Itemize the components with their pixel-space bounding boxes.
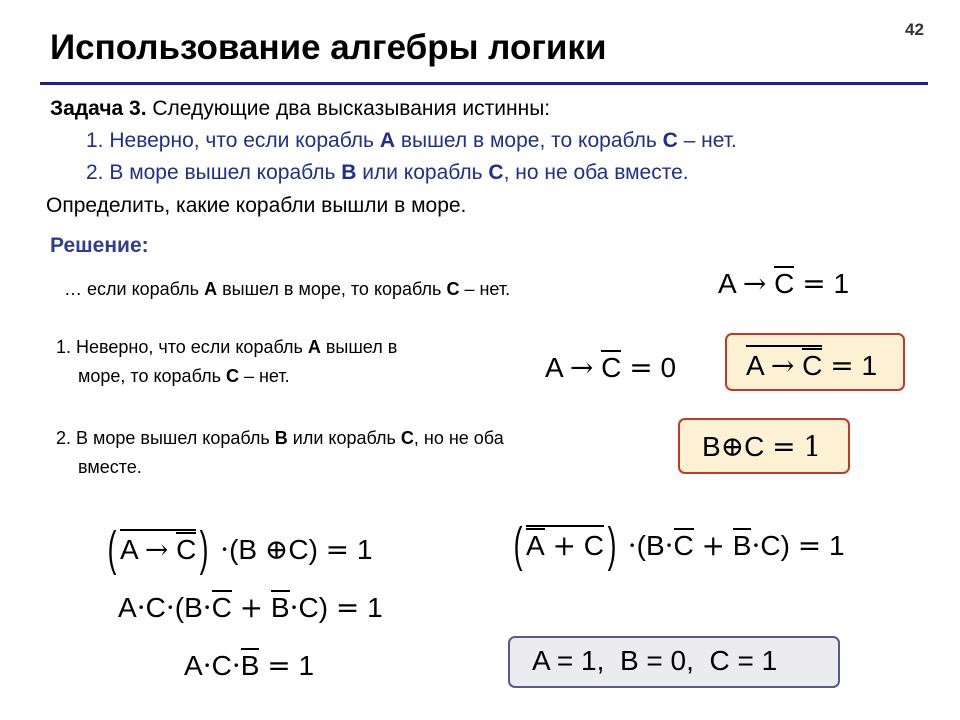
formula-implication-false: A → C = 0: [545, 351, 677, 384]
solution-step-2-line-2: вместе.: [78, 457, 142, 477]
solution-step-2-line-1: 2. В море вышел корабль B или корабль C, но не оба: [56, 428, 504, 448]
task-intro-text: Следующие два высказывания истинны:: [146, 97, 551, 120]
task-intro: [50, 97, 550, 121]
solution-step-1-line-1: 1. Неверно, что если корабль А вышел в: [56, 337, 398, 357]
answer-values: A = 1, B = 0, C = 1: [532, 645, 778, 676]
task-statement-2: 2. В море вышел корабль B или корабль C, но не оба вместе.: [86, 161, 689, 184]
solution-step-1-line-2: море, то корабль C – нет.: [78, 366, 290, 386]
title-divider: [40, 82, 928, 85]
formula-negated-implication: A → C = 1: [746, 345, 877, 382]
formula-simplified: A·C·B = 1: [184, 649, 315, 682]
solution-step-0: … если корабль А вышел в море, то корабль C – нет.: [64, 279, 511, 299]
formula-xor: B⊕C = 1: [702, 430, 822, 463]
page-number: 42: [905, 20, 924, 39]
task-question: Определить, какие корабли вышли в море.: [46, 194, 467, 217]
task-statement-1: 1. Неверно, что если корабль A вышел в море, то корабль C – нет.: [86, 129, 737, 152]
solution-heading: Решение:: [50, 234, 149, 257]
formula-combined-right: ( A + C) ·(B·C + B·C) = 1: [513, 519, 845, 572]
task-label: Задача 3.: [50, 97, 147, 120]
slide-title: Использование алгебры логики: [50, 28, 607, 67]
formula-expanded: A·C·(B·C + B·C) = 1: [118, 591, 383, 624]
formula-combined-left: ( A → C) ·(B ⊕C) = 1: [107, 523, 373, 576]
formula-implication-true: A → C = 1: [718, 267, 850, 300]
